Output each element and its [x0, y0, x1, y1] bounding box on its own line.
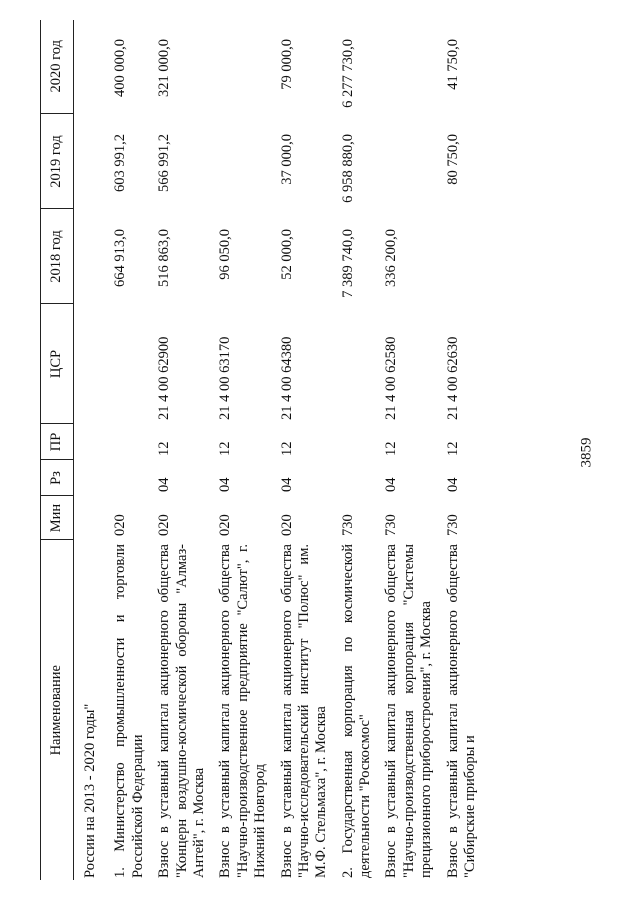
header-2019: 2019 год: [41, 114, 74, 209]
budget-table: [40, 20, 485, 880]
table-row: [442, 20, 486, 880]
row-2020: [214, 20, 275, 114]
row-2020: [380, 20, 441, 114]
header-min: Мин: [41, 496, 74, 540]
row-2020: 6 277 730,0: [339, 39, 356, 108]
row-csr: 21 4 00 62580: [383, 336, 400, 420]
row-2019: 603 991,2: [112, 134, 129, 192]
row-rz: 04: [217, 477, 234, 492]
row-min: 730: [444, 514, 461, 536]
row-2020: 321 000,0: [156, 39, 173, 97]
row-2019: 566 991,2: [156, 134, 173, 192]
header-2020: 2020 год: [41, 20, 74, 114]
row-min: 020: [112, 514, 129, 536]
table-header-row: [41, 20, 74, 880]
row-2020: 41 750,0: [444, 39, 461, 90]
row-rz: [337, 460, 381, 496]
row-pr: 12: [217, 441, 234, 456]
header-pr: ПР: [41, 424, 74, 460]
table-row: [153, 20, 214, 880]
row-rz: 04: [383, 477, 400, 492]
row-min: 020: [156, 514, 173, 536]
row-pr: 12: [156, 441, 173, 456]
budget-table-container: [40, 20, 570, 880]
row-2018: 336 200,0: [383, 229, 400, 287]
header-csr: ЦСР: [41, 304, 74, 424]
row-csr: 21 4 00 62900: [156, 336, 173, 420]
row-2018: 664 913,0: [112, 229, 129, 287]
row-2018: 96 050,0: [217, 229, 234, 280]
table-row: [276, 20, 337, 880]
table-row: [109, 20, 153, 880]
row-pr: [337, 424, 381, 460]
intro-row: [74, 20, 110, 880]
row-pr: 12: [444, 441, 461, 456]
row-csr: 21 4 00 63170: [217, 336, 234, 420]
row-csr: 21 4 00 62630: [444, 336, 461, 420]
row-name: 2. Государственная корпорация по космической деятельности "Роскосмос": [339, 544, 374, 878]
header-2018: 2018 год: [41, 209, 74, 304]
row-rz: 04: [156, 477, 173, 492]
row-name: Взнос в уставный капитал акционерного общества "Научно-исследовательский институт "Полюс" им. М.Ф. Стельмаха", г. Москва: [278, 544, 330, 878]
row-2019: [214, 114, 275, 209]
header-rz: Рз: [41, 460, 74, 496]
row-min: 020: [217, 514, 234, 536]
row-name: Взнос в уставный капитал акционерного общества "Концерн воздушно-космической обороны "Алмаз-Антей", г. Москва: [156, 544, 207, 878]
table-row: [214, 20, 275, 880]
row-2018: [442, 209, 486, 304]
row-2019: 6 958 880,0: [339, 134, 356, 203]
row-name: Взнос в уставный капитал акционерного общества "Научно-производственное предприятие "Салют", г. Нижний Новгород: [217, 544, 269, 878]
header-name: Наименование: [41, 540, 74, 880]
budget-table-rotated: [40, 20, 570, 880]
row-csr: [337, 304, 381, 424]
row-min: 730: [383, 514, 400, 536]
row-name: Взнос в уставный капитал акционерного общества "Сибирские приборы и: [444, 544, 479, 878]
intro-text: России на 2013 - 2020 годы": [82, 703, 98, 878]
row-name: 1. Министерство промышленности и торговли Российской Федерации: [112, 544, 146, 878]
row-2020: 400 000,0: [112, 39, 129, 97]
row-2019: 80 750,0: [444, 134, 461, 185]
row-rz: 04: [444, 477, 461, 492]
page-number: [572, 437, 602, 467]
row-2019: 37 000,0: [278, 134, 295, 185]
page-number-text: 3859: [578, 437, 595, 467]
row-2019: [380, 114, 441, 209]
table-row: [337, 20, 381, 880]
row-name: Взнос в уставный капитал акционерного общества "Научно-производственная корпорация "Системы прецизионного приборостроения", г. Москва: [383, 544, 435, 878]
row-csr: [109, 304, 153, 424]
row-2018: 7 389 740,0: [339, 229, 356, 298]
row-2018: 52 000,0: [278, 229, 295, 280]
row-pr: 12: [383, 441, 400, 456]
row-rz: [109, 460, 153, 496]
row-2018: 516 863,0: [156, 229, 173, 287]
table-row: [380, 20, 441, 880]
row-min: 020: [278, 514, 295, 536]
row-csr: 21 4 00 64380: [278, 336, 295, 420]
row-2020: 79 000,0: [278, 39, 295, 90]
row-pr: 12: [278, 441, 295, 456]
row-min: 730: [339, 514, 356, 536]
row-pr: [109, 424, 153, 460]
row-rz: 04: [278, 477, 295, 492]
